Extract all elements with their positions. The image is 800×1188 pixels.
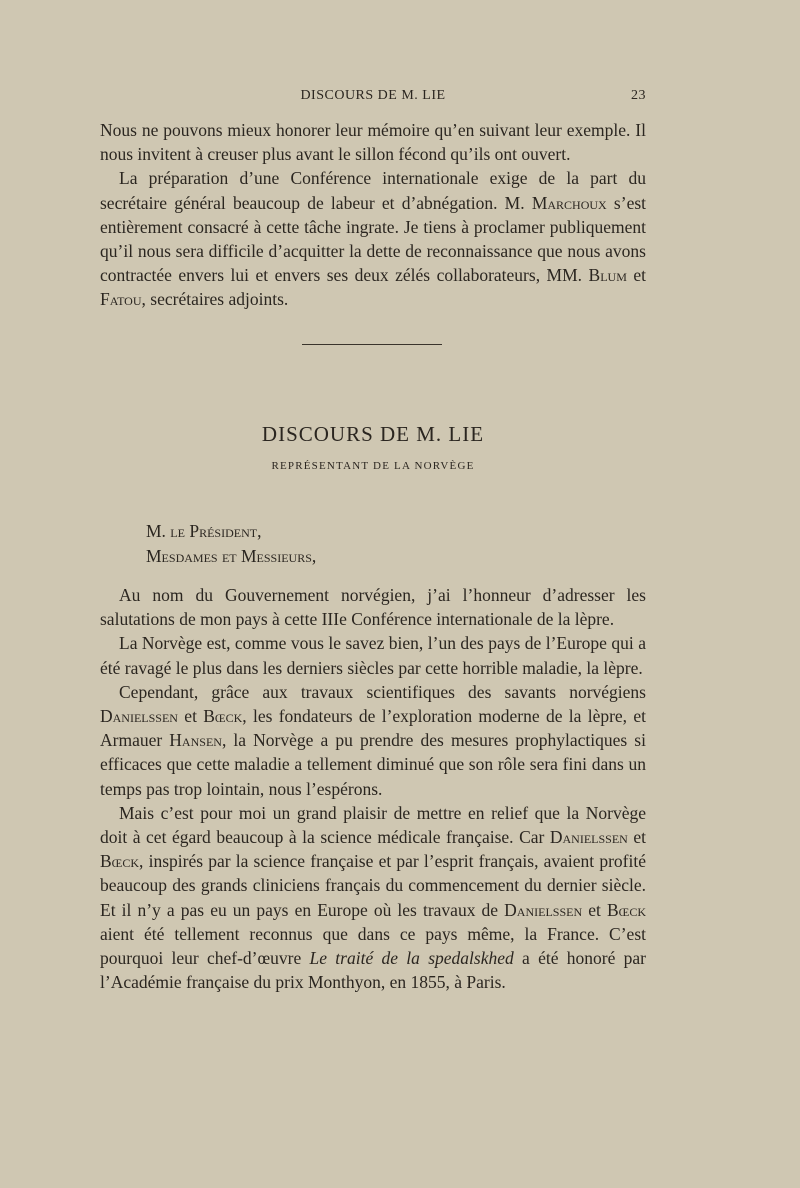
text-run: La préparation d’une Conférence internationale exige de la part du secrétaire général beaucoup de labeur et d’abnégation. M. (100, 168, 646, 213)
paragraph-3 (100, 680, 646, 801)
person-name: Bœck (100, 851, 140, 872)
person-name: Bœck (203, 706, 243, 727)
person-name: Danielssen (549, 827, 628, 848)
text-run: s’est entièrement consacré à cette tâche ingrate. Je tiens à proclamer publiquement qu’il nous sera difficile d’acquitter la dette de reconnaissance que nous avons contractée envers lui et envers ses deux zélés collaborateurs, MM. (100, 192, 647, 286)
continued-text (100, 118, 646, 312)
text-run: , secrétaires adjoints. (141, 289, 289, 310)
person-name: Hansen (169, 730, 222, 751)
section-heading: DISCOURS DE M. LIE (261, 422, 485, 446)
section-subheading: REPRÉSENTANT DE LA NORVÈGE (271, 460, 475, 472)
person-name: Marchoux (531, 192, 607, 213)
text-run: , les fondateurs de l’exploration moderne de la lèpre, et Armauer (100, 706, 646, 751)
text-run: , la Norvège a pu prendre des mesures prophylactiques si efficaces que cette maladie a tellement diminué que son rôle sera fini dans un temps pas trop lointain, nous l’espérons. (100, 730, 646, 799)
paragraph-1: Au nom du Gouvernement norvégien, j’ai l’honneur d’adresser les salutations de mon pays à cette IIIe Conférence internationale de la lèpre. (100, 585, 646, 630)
paragraph-2: La Norvège est, comme vous le savez bien, l’un des pays de l’Europe qui a été ravagé le plus dans les derniers siècles par cette horrible maladie, la lèpre. (100, 633, 646, 678)
person-name: Danielssen (504, 899, 583, 920)
book-title: Le traité de la spedalskhed (309, 948, 514, 969)
paragraph-4 (100, 801, 646, 995)
running-head-title: DISCOURS DE M. LIE (300, 88, 446, 103)
text-run: et (582, 899, 607, 920)
text-run: et (626, 265, 646, 286)
text-run: , inspirés par la science française et par l’esprit français, avaient profité beaucoup des grands cliniciens français du commencement du dernier siècle. Et il n’y a pas eu un pays en Europe où les travaux de (100, 851, 646, 920)
text-run: Cependant, grâce aux travaux scientifiques des savants norvégiens (119, 681, 646, 702)
salutation-line-1: M. le Président, (146, 521, 262, 541)
paragraph-preparation (100, 166, 646, 311)
person-name: Bœck (606, 899, 646, 920)
section-divider (302, 344, 442, 345)
text-run: Mais c’est pour moi un grand plaisir de mettre en relief que la Norvège doit à cet égard beaucoup à la science médicale française. Car (100, 802, 646, 848)
speech-body (100, 583, 646, 994)
salutation-line-2: Mesdames et Messieurs, (146, 545, 317, 566)
page-number: 23 (631, 88, 646, 103)
person-name: Fatou (100, 289, 142, 310)
person-name: Danielssen (100, 706, 178, 727)
text-run: a été honoré par l’Académie française du prix Monthyon, en 1855, à Paris. (100, 948, 647, 993)
paragraph-continued: Nous ne pouvons mieux honorer leur mémoire qu’en suivant leur exemple. Il nous invitent à creuser plus avant le sillon fécond qu’ils ont ouvert. (100, 120, 646, 165)
salutation (146, 519, 316, 568)
text-run: aient été tellement reconnus que dans ce pays même, la France. C’est pourquoi leur chef-d’œuvre (100, 923, 646, 969)
text-run: et (177, 706, 204, 727)
person-name: Blum (588, 265, 627, 286)
text-run: et (627, 827, 646, 848)
